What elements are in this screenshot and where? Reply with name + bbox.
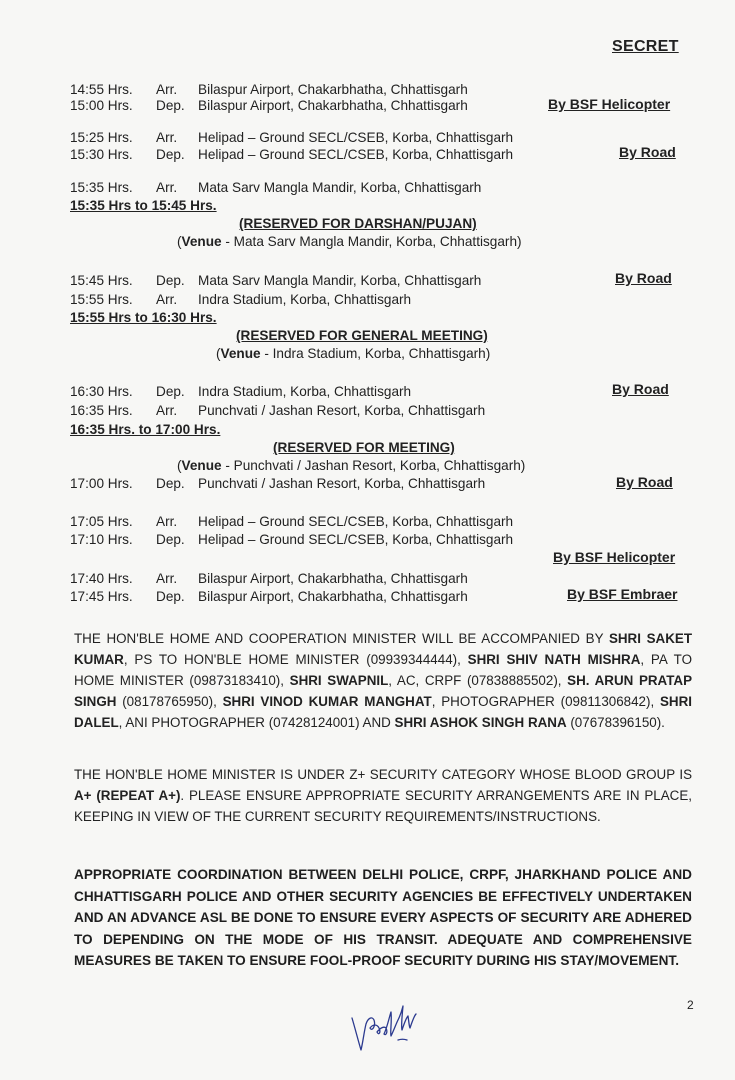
itinerary-row: 15:00 Hrs. Dep. Bilaspur Airport, Chakarbhatha, Chhattisgarh	[70, 98, 468, 113]
itinerary-row: 15:35 Hrs. Arr. Mata Sarv Mangla Mandir, Korba, Chhattisgarh	[70, 180, 482, 195]
transport-mode: By Road	[615, 270, 672, 286]
transport-mode: By Road	[616, 474, 673, 490]
itinerary-row: 17:45 Hrs. Dep. Bilaspur Airport, Chakarbhatha, Chhattisgarh	[70, 589, 468, 604]
venue-line: (Venue - Punchvati / Jashan Resort, Korba, Chhattisgarh)	[177, 458, 526, 473]
page-number: 2	[687, 998, 694, 1012]
itinerary-row: 16:35 Hrs. Arr. Punchvati / Jashan Resort, Korba, Chhattisgarh	[70, 403, 486, 418]
itinerary-row: 15:45 Hrs. Dep. Mata Sarv Mangla Mandir, Korba, Chhattisgarh	[70, 273, 482, 288]
transport-mode: By Road	[619, 144, 676, 160]
reserved-time-slot: 16:35 Hrs. to 17:00 Hrs.	[70, 422, 221, 437]
reserved-purpose: (RESERVED FOR DARSHAN/PUJAN)	[239, 216, 477, 231]
itinerary-row: 16:30 Hrs. Dep. Indra Stadium, Korba, Chhattisgarh	[70, 384, 412, 399]
venue-line: (Venue - Mata Sarv Mangla Mandir, Korba, Chhattisgarh)	[177, 234, 522, 249]
itinerary-row: 17:10 Hrs. Dep. Helipad – Ground SECL/CSEB, Korba, Chhattisgarh	[70, 532, 514, 547]
reserved-purpose: (RESERVED FOR MEETING)	[273, 440, 455, 455]
reserved-time-slot: 15:55 Hrs to 16:30 Hrs.	[70, 310, 217, 325]
transport-mode: By Road	[612, 381, 669, 397]
itinerary-row: 14:55 Hrs. Arr. Bilaspur Airport, Chakarbhatha, Chhattisgarh	[70, 82, 468, 97]
itinerary-row: 15:25 Hrs. Arr. Helipad – Ground SECL/CSEB, Korba, Chhattisgarh	[70, 130, 514, 145]
coordination-paragraph: APPROPRIATE COORDINATION BETWEEN DELHI POLICE, CRPF, JHARKHAND POLICE AND CHHATTISGARH POLICE AND OTHER SECURITY AGENCIES BE EFFECTIVELY UNDERTAKEN AND AN ADVANCE ASL BE DONE TO ENSURE EVERY ASPECTS OF SECURITY ARE ADHERED TO DEPENDING ON THE MODE OF HIS TRANSIT. ADEQUATE AND COMPREHENSIVE MEASURES BE TAKEN TO ENSURE FOOL-PROOF SECURITY DURING HIS STAY/MOVEMENT.	[74, 867, 692, 968]
reserved-time-slot: 15:35 Hrs to 15:45 Hrs.	[70, 198, 217, 213]
security-paragraph: THE HON'BLE HOME MINISTER IS UNDER Z+ SECURITY CATEGORY WHOSE BLOOD GROUP IS A+ (REPEAT A+). PLEASE ENSURE APPROPRIATE SECURITY ARRANGEMENTS ARE IN PLACE, KEEPING IN VIEW OF THE CURRENT SECURITY REQUIREMENTS/INSTRUCTIONS.	[74, 767, 692, 824]
transport-mode: By BSF Helicopter	[553, 549, 676, 565]
itinerary-row: 17:40 Hrs. Arr. Bilaspur Airport, Chakarbhatha, Chhattisgarh	[70, 571, 468, 586]
itinerary-row: 15:55 Hrs. Arr. Indra Stadium, Korba, Chhattisgarh	[70, 292, 412, 307]
transport-mode: By BSF Helicopter	[548, 96, 671, 112]
reserved-purpose: (RESERVED FOR GENERAL MEETING)	[236, 328, 488, 343]
itinerary-row: 17:05 Hrs. Arr. Helipad – Ground SECL/CSEB, Korba, Chhattisgarh	[70, 514, 514, 529]
venue-line: (Venue - Indra Stadium, Korba, Chhattisgarh)	[216, 346, 491, 361]
itinerary-row: 17:00 Hrs. Dep. Punchvati / Jashan Resort, Korba, Chhattisgarh	[70, 476, 486, 491]
handwritten-signature-icon	[346, 998, 426, 1061]
transport-mode: By BSF Embraer	[567, 586, 678, 602]
classification-label: SECRET	[612, 38, 679, 55]
itinerary-row: 15:30 Hrs. Dep. Helipad – Ground SECL/CSEB, Korba, Chhattisgarh	[70, 147, 514, 162]
accompanied-paragraph: THE HON'BLE HOME AND COOPERATION MINISTER WILL BE ACCOMPANIED BY SHRI SAKET KUMAR, PS TO HON'BLE HOME MINISTER (09939344444), SHRI SHIV NATH MISHRA, PA TO HOME MINISTER (09873183410), SHRI SWAPNIL, AC, CRPF (07838885502), SH. ARUN PRATAP SINGH (08178765950), SHRI VINOD KUMAR MANGHAT, PHOTOGRAPHER (09811306842), SHRI DALEL, ANI PHOTOGRAPHER (07428124001) AND SHRI ASHOK SINGH RANA (07678396150).	[74, 631, 693, 730]
